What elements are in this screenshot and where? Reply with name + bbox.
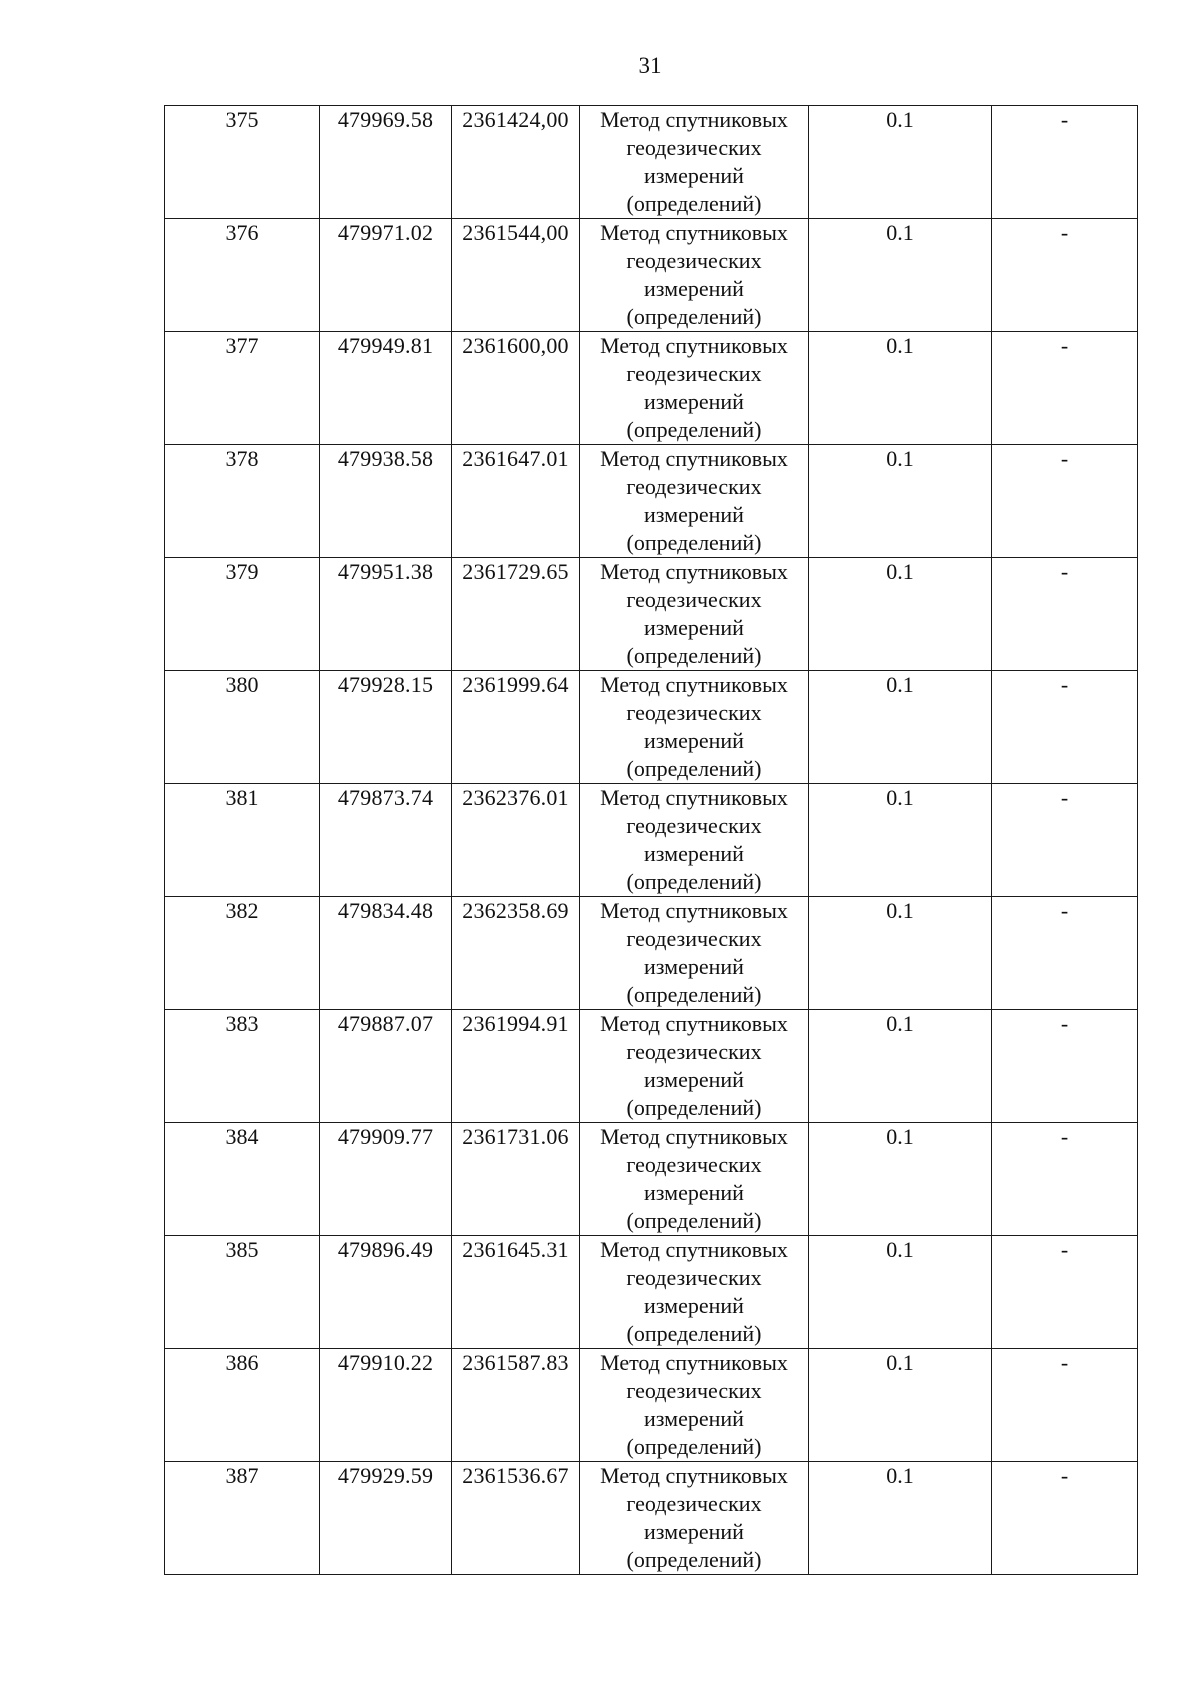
method-line: (определений) bbox=[626, 756, 762, 781]
method-line: Метод спутниковых bbox=[600, 1124, 788, 1149]
method-cell bbox=[580, 445, 809, 558]
x-coordinate-cell: 479971.02 bbox=[320, 219, 452, 332]
point-number-cell: 382 bbox=[165, 897, 320, 1010]
method-line: геодезических bbox=[626, 926, 762, 951]
point-number-cell: 379 bbox=[165, 558, 320, 671]
extra-cell: - bbox=[992, 1236, 1138, 1349]
table-row bbox=[165, 106, 1138, 219]
y-coordinate-cell: 2361544,00 bbox=[452, 219, 580, 332]
y-coordinate-cell: 2361731.06 bbox=[452, 1123, 580, 1236]
table-row bbox=[165, 671, 1138, 784]
method-line: Метод спутниковых bbox=[600, 107, 788, 132]
x-coordinate-cell: 479969.58 bbox=[320, 106, 452, 219]
coordinates-table bbox=[164, 105, 1138, 1575]
point-number-cell: 375 bbox=[165, 106, 320, 219]
method-line: геодезических bbox=[626, 587, 762, 612]
method-line: Метод спутниковых bbox=[600, 672, 788, 697]
point-number-cell: 376 bbox=[165, 219, 320, 332]
accuracy-cell: 0.1 bbox=[809, 784, 992, 897]
extra-cell: - bbox=[992, 1349, 1138, 1462]
method-cell bbox=[580, 332, 809, 445]
method-line: Метод спутниковых bbox=[600, 1463, 788, 1488]
table-row bbox=[165, 1349, 1138, 1462]
extra-cell: - bbox=[992, 1123, 1138, 1236]
accuracy-cell: 0.1 bbox=[809, 1123, 992, 1236]
method-line: Метод спутниковых bbox=[600, 1350, 788, 1375]
method-line: (определений) bbox=[626, 1547, 762, 1572]
accuracy-cell: 0.1 bbox=[809, 897, 992, 1010]
y-coordinate-cell: 2361424,00 bbox=[452, 106, 580, 219]
accuracy-cell: 0.1 bbox=[809, 332, 992, 445]
method-line: измерений bbox=[644, 389, 744, 414]
method-line: измерений bbox=[644, 1519, 744, 1544]
method-line: измерений bbox=[644, 276, 744, 301]
method-line: геодезических bbox=[626, 1039, 762, 1064]
accuracy-cell: 0.1 bbox=[809, 1010, 992, 1123]
method-line: Метод спутниковых bbox=[600, 1237, 788, 1262]
extra-cell: - bbox=[992, 784, 1138, 897]
point-number-cell: 377 bbox=[165, 332, 320, 445]
method-line: измерений bbox=[644, 615, 744, 640]
table-row bbox=[165, 219, 1138, 332]
accuracy-cell: 0.1 bbox=[809, 219, 992, 332]
method-line: (определений) bbox=[626, 417, 762, 442]
y-coordinate-cell: 2361645.31 bbox=[452, 1236, 580, 1349]
method-cell bbox=[580, 1010, 809, 1123]
table-row bbox=[165, 1010, 1138, 1123]
y-coordinate-cell: 2361729.65 bbox=[452, 558, 580, 671]
y-coordinate-cell: 2361536.67 bbox=[452, 1462, 580, 1575]
y-coordinate-cell: 2361587.83 bbox=[452, 1349, 580, 1462]
x-coordinate-cell: 479909.77 bbox=[320, 1123, 452, 1236]
method-cell bbox=[580, 558, 809, 671]
method-cell bbox=[580, 1236, 809, 1349]
method-line: геодезических bbox=[626, 813, 762, 838]
x-coordinate-cell: 479834.48 bbox=[320, 897, 452, 1010]
x-coordinate-cell: 479951.38 bbox=[320, 558, 452, 671]
table-row bbox=[165, 558, 1138, 671]
point-number-cell: 381 bbox=[165, 784, 320, 897]
method-line: измерений bbox=[644, 502, 744, 527]
method-line: измерений bbox=[644, 163, 744, 188]
accuracy-cell: 0.1 bbox=[809, 106, 992, 219]
point-number-cell: 384 bbox=[165, 1123, 320, 1236]
point-number-cell: 383 bbox=[165, 1010, 320, 1123]
method-cell bbox=[580, 897, 809, 1010]
table-row bbox=[165, 897, 1138, 1010]
method-line: геодезических bbox=[626, 1378, 762, 1403]
table-row bbox=[165, 1123, 1138, 1236]
method-line: (определений) bbox=[626, 1095, 762, 1120]
method-cell bbox=[580, 1123, 809, 1236]
method-line: измерений bbox=[644, 1293, 744, 1318]
x-coordinate-cell: 479910.22 bbox=[320, 1349, 452, 1462]
method-line: (определений) bbox=[626, 304, 762, 329]
method-line: геодезических bbox=[626, 474, 762, 499]
method-line: геодезических bbox=[626, 248, 762, 273]
accuracy-cell: 0.1 bbox=[809, 1236, 992, 1349]
method-line: геодезических bbox=[626, 1265, 762, 1290]
y-coordinate-cell: 2361994.91 bbox=[452, 1010, 580, 1123]
method-cell bbox=[580, 784, 809, 897]
x-coordinate-cell: 479929.59 bbox=[320, 1462, 452, 1575]
point-number-cell: 386 bbox=[165, 1349, 320, 1462]
method-line: Метод спутниковых bbox=[600, 559, 788, 584]
extra-cell: - bbox=[992, 1010, 1138, 1123]
extra-cell: - bbox=[992, 897, 1138, 1010]
method-line: геодезических bbox=[626, 700, 762, 725]
point-number-cell: 385 bbox=[165, 1236, 320, 1349]
point-number-cell: 380 bbox=[165, 671, 320, 784]
method-line: (определений) bbox=[626, 869, 762, 894]
table-row bbox=[165, 1462, 1138, 1575]
y-coordinate-cell: 2362376.01 bbox=[452, 784, 580, 897]
method-line: Метод спутниковых bbox=[600, 1011, 788, 1036]
method-cell bbox=[580, 1462, 809, 1575]
x-coordinate-cell: 479928.15 bbox=[320, 671, 452, 784]
method-line: геодезических bbox=[626, 361, 762, 386]
method-line: геодезических bbox=[626, 135, 762, 160]
accuracy-cell: 0.1 bbox=[809, 1462, 992, 1575]
method-line: (определений) bbox=[626, 191, 762, 216]
method-cell bbox=[580, 219, 809, 332]
method-cell bbox=[580, 1349, 809, 1462]
coordinates-table-body bbox=[165, 106, 1138, 1575]
point-number-cell: 387 bbox=[165, 1462, 320, 1575]
y-coordinate-cell: 2361999.64 bbox=[452, 671, 580, 784]
page-number: 31 bbox=[638, 53, 662, 78]
method-line: измерений bbox=[644, 1406, 744, 1431]
method-cell bbox=[580, 671, 809, 784]
method-line: измерений bbox=[644, 1067, 744, 1092]
extra-cell: - bbox=[992, 558, 1138, 671]
method-line: измерений bbox=[644, 954, 744, 979]
accuracy-cell: 0.1 bbox=[809, 671, 992, 784]
extra-cell: - bbox=[992, 332, 1138, 445]
x-coordinate-cell: 479887.07 bbox=[320, 1010, 452, 1123]
extra-cell: - bbox=[992, 106, 1138, 219]
method-cell bbox=[580, 106, 809, 219]
method-line: (определений) bbox=[626, 1434, 762, 1459]
method-line: Метод спутниковых bbox=[600, 333, 788, 358]
method-line: измерений bbox=[644, 841, 744, 866]
extra-cell: - bbox=[992, 1462, 1138, 1575]
method-line: (определений) bbox=[626, 982, 762, 1007]
y-coordinate-cell: 2362358.69 bbox=[452, 897, 580, 1010]
x-coordinate-cell: 479896.49 bbox=[320, 1236, 452, 1349]
table-row bbox=[165, 784, 1138, 897]
accuracy-cell: 0.1 bbox=[809, 1349, 992, 1462]
method-line: (определений) bbox=[626, 1321, 762, 1346]
method-line: (определений) bbox=[626, 530, 762, 555]
x-coordinate-cell: 479949.81 bbox=[320, 332, 452, 445]
extra-cell: - bbox=[992, 671, 1138, 784]
table-row bbox=[165, 332, 1138, 445]
extra-cell: - bbox=[992, 445, 1138, 558]
x-coordinate-cell: 479873.74 bbox=[320, 784, 452, 897]
method-line: геодезических bbox=[626, 1152, 762, 1177]
x-coordinate-cell: 479938.58 bbox=[320, 445, 452, 558]
method-line: измерений bbox=[644, 728, 744, 753]
method-line: (определений) bbox=[626, 1208, 762, 1233]
accuracy-cell: 0.1 bbox=[809, 445, 992, 558]
method-line: Метод спутниковых bbox=[600, 898, 788, 923]
y-coordinate-cell: 2361600,00 bbox=[452, 332, 580, 445]
table-row bbox=[165, 445, 1138, 558]
accuracy-cell: 0.1 bbox=[809, 558, 992, 671]
extra-cell: - bbox=[992, 219, 1138, 332]
table-row bbox=[165, 1236, 1138, 1349]
method-line: Метод спутниковых bbox=[600, 220, 788, 245]
method-line: Метод спутниковых bbox=[600, 785, 788, 810]
method-line: измерений bbox=[644, 1180, 744, 1205]
y-coordinate-cell: 2361647.01 bbox=[452, 445, 580, 558]
method-line: геодезических bbox=[626, 1491, 762, 1516]
point-number-cell: 378 bbox=[165, 445, 320, 558]
method-line: (определений) bbox=[626, 643, 762, 668]
method-line: Метод спутниковых bbox=[600, 446, 788, 471]
